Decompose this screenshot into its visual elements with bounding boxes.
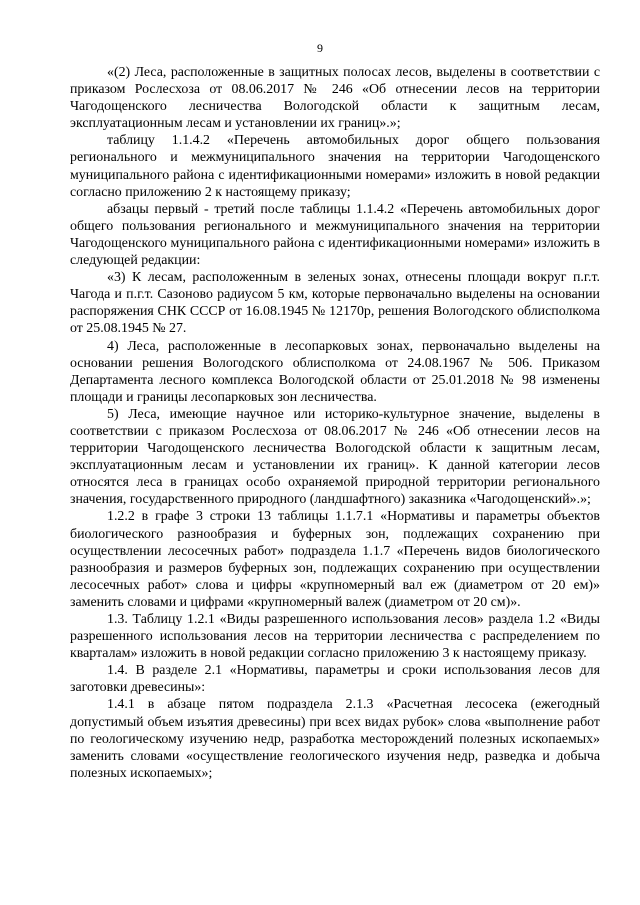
page-number: 9 [317,41,323,55]
paragraph-7: 1.2.2 в графе 3 строки 13 таблицы 1.1.7.1 «Нормативы и параметры объектов биологического разнообразия и буферных зон, подлежащих сохранению при осуществлении лесосечных работ» подраздела 1.1.7 «Перечень видов биологического разнообразия и размеров буферных зон, подлежащих сохранению при осуществлении лесосечных работ» слова и цифры «крупномерный вал еж (диаметром от 20 ем)» заменить словами и цифрами «крупномерный валеж (диаметром от 20 см)». [70,509,600,610]
paragraph-8: 1.3. Таблицу 1.2.1 «Виды разрешенного использования лесов» раздела 1.2 «Виды разрешенного использования лесов на территории лесничества с распределением по кварталам» изложить в новой редакции согласно приложению 3 к настоящему приказу. [70,612,600,662]
paragraph-3: абзацы первый - третий после таблицы 1.1.4.2 «Перечень автомобильных дорог общего пользования регионального и межмуниципального значения на территории Чагодощенского муниципального района с идентификационными номерами» изложить в следующей редакции: [70,201,600,269]
paragraph-5: 4) Леса, расположенные в лесопарковых зонах, первоначально выделены на основании решения Вологодского облисполкома от 24.08.1967 № 506. Приказом Департамента лесного комплекса Вологодской области от 25.01.2018 № 98 изменены площади и границы лесопарковых зон лесничества. [70,338,600,405]
document-body [70,64,600,782]
paragraph-10: 1.4.1 в абзаце пятом подраздела 2.1.3 «Расчетная лесосека (ежегодный допустимый объем изъятия древесины) при всех видах рубок» слова «выполнение работ по геологическому изучению недр, разработка месторождений полезных ископаемых» заменить словами «осуществление геологического изучения недр, разведка и добыча полезных ископаемых»; [70,697,600,781]
paragraph-2: таблицу 1.1.4.2 «Перечень автомобильных дорог общего пользования регионального и межмуниципального значения на территории Чагодощенского муниципального района с идентификационными номерами» изложить в новой редакции согласно приложению 2 к настоящему приказу; [70,133,600,200]
paragraph-4: «3) К лесам, расположенным в зеленых зонах, отнесены площади вокруг п.г.т. Чагода и п.г.т. Сазоново радиусом 5 км, которые первоначально выделены на основании распоряжения СНК СССР от 16.08.1945 № 12170р, решения Вологодского облисполкома от 25.08.1945 № 27. [70,270,600,337]
paragraph-6: 5) Леса, имеющие научное или историко-культурное значение, выделены в соответствии с приказом Рослесхоза от 08.06.2017 № 246 «Об отнесении лесов на территории Чагодощенского лесничества Вологодской области к защитным лесам, эксплуатационным лесам и установлении их границ». К данной категории лесов относятся леса в границах особо охраняемой природной территории регионального значения, государственного природного (ландшафтного) заказника «Чагодощенский».»; [70,406,600,508]
paragraph-9: 1.4. В разделе 2.1 «Нормативы, параметры и сроки использования лесов для заготовки древесины»: [70,663,600,696]
paragraph-1: «(2) Леса, расположенные в защитных полосах лесов, выделены в соответствии с приказом Рослесхоза от 08.06.2017 № 246 «Об отнесении лесов на территории Чагодощенского лесничества Вологодской области к защитным лесам, эксплуатационным лесам и установлении их границ».»; [70,65,600,132]
